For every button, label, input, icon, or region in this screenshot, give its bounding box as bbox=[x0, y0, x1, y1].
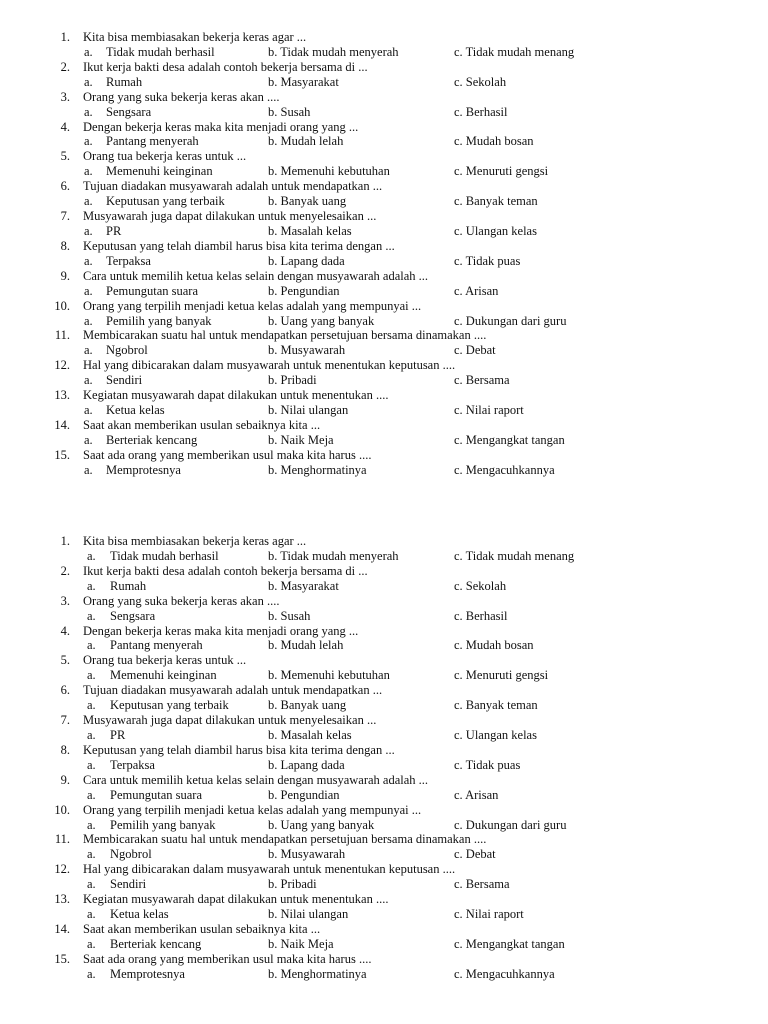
question-text: Saat ada orang yang memberikan usul maka kita harus .... bbox=[83, 951, 372, 966]
option-c: c. Ulangan kelas bbox=[454, 223, 537, 238]
question-item bbox=[0, 862, 768, 877]
question-item bbox=[0, 952, 768, 967]
question-item bbox=[0, 624, 768, 639]
question-text: Tujuan diadakan musyawarah adalah untuk mendapatkan ... bbox=[83, 683, 383, 698]
answer-options bbox=[0, 314, 768, 329]
question-text: Orang yang suka bekerja keras akan .... bbox=[83, 89, 280, 104]
question-text: Saat ada orang yang memberikan usul maka kita harus .... bbox=[83, 447, 372, 462]
question-item bbox=[0, 534, 768, 549]
option-c: c. Tidak mudah menang bbox=[454, 44, 575, 59]
question-text: Hal yang dibicarakan dalam musyawarah untuk menentukan keputusan .... bbox=[83, 862, 456, 877]
option-b: b. Uang yang banyak bbox=[268, 313, 375, 328]
question-number: 1. bbox=[60, 30, 70, 44]
option-a: Pantang menyerah bbox=[106, 134, 199, 149]
option-b: b. Musyawarah bbox=[268, 343, 346, 358]
question-number: 13. bbox=[54, 388, 70, 403]
question-text: Tujuan diadakan musyawarah adalah untuk mendapatkan ... bbox=[83, 179, 383, 194]
answer-options bbox=[0, 579, 768, 594]
option-a-letter: a. bbox=[87, 638, 96, 653]
option-c: c. Dukungan dari guru bbox=[454, 313, 567, 328]
option-c: c. Banyak teman bbox=[454, 194, 538, 209]
question-text: Orang yang suka bekerja keras akan .... bbox=[83, 593, 280, 608]
answer-options bbox=[0, 668, 768, 683]
option-a-letter: a. bbox=[84, 432, 93, 447]
option-a: Pemungutan suara bbox=[110, 787, 202, 802]
option-c: c. Mengacuhkannya bbox=[454, 462, 555, 477]
answer-options bbox=[0, 433, 768, 448]
option-a-letter: a. bbox=[87, 907, 96, 922]
option-a-letter: a. bbox=[87, 787, 96, 802]
question-text: Kita bisa membiasakan bekerja keras agar ... bbox=[83, 30, 307, 44]
question-text: Membicarakan suatu hal untuk mendapatkan persetujuan bersama dinamakan .... bbox=[83, 328, 487, 343]
option-a-letter: a. bbox=[84, 223, 93, 238]
option-a: Pantang menyerah bbox=[110, 638, 203, 653]
option-c: c. Tidak puas bbox=[454, 253, 521, 268]
question-text: Keputusan yang telah diambil harus bisa kita terima dengan ... bbox=[83, 238, 395, 253]
option-a: Ketua kelas bbox=[110, 907, 169, 922]
question-number: 3. bbox=[60, 593, 70, 608]
question-text: Dengan bekerja keras maka kita menjadi orang yang ... bbox=[83, 119, 359, 134]
answer-options bbox=[0, 194, 768, 209]
question-number: 12. bbox=[54, 358, 70, 373]
option-b: b. Menghormatinya bbox=[268, 462, 367, 477]
answer-options bbox=[0, 373, 768, 388]
answer-options bbox=[0, 45, 768, 60]
option-b: b. Pribadi bbox=[268, 373, 317, 388]
option-b: b. Memenuhi kebutuhan bbox=[268, 668, 390, 683]
option-c: c. Bersama bbox=[454, 373, 510, 388]
option-b: b. Susah bbox=[268, 608, 311, 623]
question-number: 14. bbox=[54, 417, 70, 432]
question-number: 5. bbox=[60, 653, 70, 668]
question-number: 7. bbox=[60, 713, 70, 728]
option-b: b. Pengundian bbox=[268, 283, 340, 298]
option-a-letter: a. bbox=[87, 668, 96, 683]
question-sheet-2 bbox=[0, 534, 768, 982]
question-number: 2. bbox=[60, 59, 70, 74]
answer-options bbox=[0, 284, 768, 299]
question-number: 11. bbox=[54, 832, 70, 847]
question-number: 9. bbox=[60, 268, 70, 283]
question-text: Orang tua bekerja keras untuk ... bbox=[83, 149, 247, 164]
question-item bbox=[0, 269, 768, 284]
answer-options bbox=[0, 698, 768, 713]
answer-options bbox=[0, 463, 768, 478]
question-number: 15. bbox=[54, 447, 70, 462]
option-a: Keputusan yang terbaik bbox=[106, 194, 225, 209]
option-a-letter: a. bbox=[84, 253, 93, 268]
option-b: b. Naik Meja bbox=[268, 936, 334, 951]
option-c: c. Berhasil bbox=[454, 104, 508, 119]
option-a-letter: a. bbox=[87, 727, 96, 742]
option-a: PR bbox=[106, 223, 122, 238]
question-item bbox=[0, 564, 768, 579]
option-a: Rumah bbox=[110, 578, 147, 593]
question-number: 4. bbox=[60, 119, 70, 134]
option-a-letter: a. bbox=[87, 548, 96, 563]
option-b: b. Lapang dada bbox=[268, 757, 345, 772]
option-c: c. Nilai raport bbox=[454, 403, 524, 418]
question-item bbox=[0, 418, 768, 433]
option-a-letter: a. bbox=[84, 134, 93, 149]
question-sheet-1 bbox=[0, 30, 768, 478]
answer-options bbox=[0, 343, 768, 358]
option-a: Terpaksa bbox=[110, 757, 155, 772]
answer-options bbox=[0, 254, 768, 269]
question-text: Cara untuk memilih ketua kelas selain dengan musyawarah adalah ... bbox=[83, 772, 429, 787]
question-item bbox=[0, 120, 768, 135]
option-a-letter: a. bbox=[84, 343, 93, 358]
question-text: Kita bisa membiasakan bekerja keras agar ... bbox=[83, 534, 307, 548]
option-a-letter: a. bbox=[84, 194, 93, 209]
question-text: Saat akan memberikan usulan sebaiknya kita ... bbox=[83, 417, 321, 432]
question-number: 6. bbox=[60, 179, 70, 194]
option-a-letter: a. bbox=[87, 877, 96, 892]
option-a: Pemilih yang banyak bbox=[110, 817, 216, 832]
question-item bbox=[0, 743, 768, 758]
answer-options bbox=[0, 818, 768, 833]
option-c: c. Sekolah bbox=[454, 74, 507, 89]
question-number: 9. bbox=[60, 772, 70, 787]
question-text: Dengan bekerja keras maka kita menjadi orang yang ... bbox=[83, 623, 359, 638]
question-item bbox=[0, 90, 768, 105]
option-a: Ngobrol bbox=[110, 847, 152, 862]
option-a: Rumah bbox=[106, 74, 143, 89]
question-item bbox=[0, 179, 768, 194]
option-b: b. Tidak mudah menyerah bbox=[268, 548, 399, 563]
option-b: b. Susah bbox=[268, 104, 311, 119]
option-a-letter: a. bbox=[87, 847, 96, 862]
question-number: 2. bbox=[60, 563, 70, 578]
option-b: b. Masalah kelas bbox=[268, 223, 352, 238]
option-a-letter: a. bbox=[87, 966, 96, 981]
option-a: Sengsara bbox=[110, 608, 156, 623]
option-b: b. Masalah kelas bbox=[268, 727, 352, 742]
option-c: c. Mudah bosan bbox=[454, 638, 534, 653]
option-b: b. Memenuhi kebutuhan bbox=[268, 164, 390, 179]
question-number: 3. bbox=[60, 89, 70, 104]
option-a-letter: a. bbox=[84, 104, 93, 119]
question-item bbox=[0, 30, 768, 45]
option-b: b. Lapang dada bbox=[268, 253, 345, 268]
question-number: 8. bbox=[60, 742, 70, 757]
option-a-letter: a. bbox=[84, 164, 93, 179]
option-c: c. Mengangkat tangan bbox=[454, 936, 565, 951]
question-item bbox=[0, 594, 768, 609]
question-item bbox=[0, 358, 768, 373]
question-text: Ikut kerja bakti desa adalah contoh bekerja bersama di ... bbox=[83, 563, 368, 578]
answer-options bbox=[0, 847, 768, 862]
answer-options bbox=[0, 549, 768, 564]
question-number: 8. bbox=[60, 238, 70, 253]
question-number: 15. bbox=[54, 951, 70, 966]
option-a: Sendiri bbox=[110, 877, 147, 892]
option-c: c. Nilai raport bbox=[454, 907, 524, 922]
option-a: Pemilih yang banyak bbox=[106, 313, 212, 328]
question-item bbox=[0, 832, 768, 847]
option-b: b. Masyarakat bbox=[268, 74, 339, 89]
question-item bbox=[0, 892, 768, 907]
question-text: Keputusan yang telah diambil harus bisa kita terima dengan ... bbox=[83, 742, 395, 757]
option-a: PR bbox=[110, 727, 126, 742]
question-item bbox=[0, 653, 768, 668]
question-number: 5. bbox=[60, 149, 70, 164]
option-a-letter: a. bbox=[87, 698, 96, 713]
option-b: b. Tidak mudah menyerah bbox=[268, 44, 399, 59]
option-b: b. Banyak uang bbox=[268, 698, 347, 713]
question-number: 14. bbox=[54, 921, 70, 936]
option-a: Keputusan yang terbaik bbox=[110, 698, 229, 713]
question-item bbox=[0, 922, 768, 937]
option-a-letter: a. bbox=[84, 403, 93, 418]
option-c: c. Debat bbox=[454, 343, 496, 358]
question-text: Orang yang terpilih menjadi ketua kelas adalah yang mempunyai ... bbox=[83, 298, 422, 313]
question-number: 7. bbox=[60, 209, 70, 224]
option-a: Ngobrol bbox=[106, 343, 148, 358]
question-item bbox=[0, 713, 768, 728]
answer-options bbox=[0, 134, 768, 149]
answer-options bbox=[0, 758, 768, 773]
option-b: b. Banyak uang bbox=[268, 194, 347, 209]
option-c: c. Arisan bbox=[454, 787, 499, 802]
question-number: 10. bbox=[54, 802, 70, 817]
option-c: c. Dukungan dari guru bbox=[454, 817, 567, 832]
question-number: 4. bbox=[60, 623, 70, 638]
option-a-letter: a. bbox=[84, 283, 93, 298]
option-b: b. Pengundian bbox=[268, 787, 340, 802]
question-number: 1. bbox=[60, 534, 70, 548]
option-a: Tidak mudah berhasil bbox=[106, 44, 215, 59]
option-c: c. Tidak puas bbox=[454, 757, 521, 772]
option-b: b. Nilai ulangan bbox=[268, 403, 349, 418]
option-c: c. Menuruti gengsi bbox=[454, 164, 549, 179]
option-b: b. Naik Meja bbox=[268, 432, 334, 447]
answer-options bbox=[0, 638, 768, 653]
option-a: Memenuhi keinginan bbox=[106, 164, 213, 179]
option-a-letter: a. bbox=[84, 44, 93, 59]
question-item bbox=[0, 149, 768, 164]
option-c: c. Mudah bosan bbox=[454, 134, 534, 149]
option-b: b. Mudah lelah bbox=[268, 134, 344, 149]
answer-options bbox=[0, 403, 768, 418]
answer-options bbox=[0, 877, 768, 892]
question-text: Cara untuk memilih ketua kelas selain dengan musyawarah adalah ... bbox=[83, 268, 429, 283]
option-a: Tidak mudah berhasil bbox=[110, 548, 219, 563]
question-text: Musyawarah juga dapat dilakukan untuk menyelesaikan ... bbox=[83, 209, 377, 224]
option-c: c. Sekolah bbox=[454, 578, 507, 593]
question-number: 11. bbox=[54, 328, 70, 343]
question-text: Ikut kerja bakti desa adalah contoh bekerja bersama di ... bbox=[83, 59, 368, 74]
option-b: b. Mudah lelah bbox=[268, 638, 344, 653]
option-a: Memprotesnya bbox=[110, 966, 185, 981]
option-a: Ketua kelas bbox=[106, 403, 165, 418]
option-a-letter: a. bbox=[87, 817, 96, 832]
question-item bbox=[0, 803, 768, 818]
option-a-letter: a. bbox=[87, 936, 96, 951]
option-a-letter: a. bbox=[87, 608, 96, 623]
option-c: c. Arisan bbox=[454, 283, 499, 298]
question-item bbox=[0, 683, 768, 698]
option-a-letter: a. bbox=[84, 313, 93, 328]
question-number: 10. bbox=[54, 298, 70, 313]
option-b: b. Nilai ulangan bbox=[268, 907, 349, 922]
answer-options bbox=[0, 728, 768, 743]
option-c: c. Menuruti gengsi bbox=[454, 668, 549, 683]
option-c: c. Mengacuhkannya bbox=[454, 966, 555, 981]
option-b: b. Musyawarah bbox=[268, 847, 346, 862]
option-a: Berteriak kencang bbox=[110, 936, 202, 951]
question-item bbox=[0, 773, 768, 788]
question-item bbox=[0, 448, 768, 463]
option-c: c. Banyak teman bbox=[454, 698, 538, 713]
option-a-letter: a. bbox=[87, 578, 96, 593]
question-text: Kegiatan musyawarah dapat dilakukan untuk menentukan .... bbox=[83, 388, 389, 403]
question-item bbox=[0, 60, 768, 75]
answer-options bbox=[0, 907, 768, 922]
option-a: Terpaksa bbox=[106, 253, 151, 268]
option-a-letter: a. bbox=[84, 462, 93, 477]
question-item bbox=[0, 388, 768, 403]
question-item bbox=[0, 328, 768, 343]
option-b: b. Uang yang banyak bbox=[268, 817, 375, 832]
question-text: Membicarakan suatu hal untuk mendapatkan persetujuan bersama dinamakan .... bbox=[83, 832, 487, 847]
option-c: c. Debat bbox=[454, 847, 496, 862]
option-c: c. Bersama bbox=[454, 877, 510, 892]
option-a-letter: a. bbox=[84, 74, 93, 89]
option-c: c. Mengangkat tangan bbox=[454, 432, 565, 447]
answer-options bbox=[0, 75, 768, 90]
question-item bbox=[0, 299, 768, 314]
option-a-letter: a. bbox=[87, 757, 96, 772]
answer-options bbox=[0, 609, 768, 624]
option-c: c. Berhasil bbox=[454, 608, 508, 623]
question-number: 13. bbox=[54, 892, 70, 907]
question-number: 6. bbox=[60, 683, 70, 698]
option-c: c. Ulangan kelas bbox=[454, 727, 537, 742]
option-a: Sengsara bbox=[106, 104, 152, 119]
question-text: Kegiatan musyawarah dapat dilakukan untuk menentukan .... bbox=[83, 892, 389, 907]
question-text: Saat akan memberikan usulan sebaiknya kita ... bbox=[83, 921, 321, 936]
question-text: Hal yang dibicarakan dalam musyawarah untuk menentukan keputusan .... bbox=[83, 358, 456, 373]
question-text: Orang yang terpilih menjadi ketua kelas adalah yang mempunyai ... bbox=[83, 802, 422, 817]
option-b: b. Pribadi bbox=[268, 877, 317, 892]
question-number: 12. bbox=[54, 862, 70, 877]
answer-options bbox=[0, 164, 768, 179]
option-a-letter: a. bbox=[84, 373, 93, 388]
answer-options bbox=[0, 937, 768, 952]
option-a: Berteriak kencang bbox=[106, 432, 198, 447]
question-item bbox=[0, 209, 768, 224]
option-a: Memprotesnya bbox=[106, 462, 181, 477]
option-b: b. Masyarakat bbox=[268, 578, 339, 593]
answer-options bbox=[0, 788, 768, 803]
option-a: Sendiri bbox=[106, 373, 143, 388]
question-text: Musyawarah juga dapat dilakukan untuk menyelesaikan ... bbox=[83, 713, 377, 728]
question-text: Orang tua bekerja keras untuk ... bbox=[83, 653, 247, 668]
option-c: c. Tidak mudah menang bbox=[454, 548, 575, 563]
answer-options bbox=[0, 224, 768, 239]
option-a: Memenuhi keinginan bbox=[110, 668, 217, 683]
option-b: b. Menghormatinya bbox=[268, 966, 367, 981]
question-item bbox=[0, 239, 768, 254]
option-a: Pemungutan suara bbox=[106, 283, 198, 298]
answer-options bbox=[0, 105, 768, 120]
answer-options bbox=[0, 967, 768, 982]
